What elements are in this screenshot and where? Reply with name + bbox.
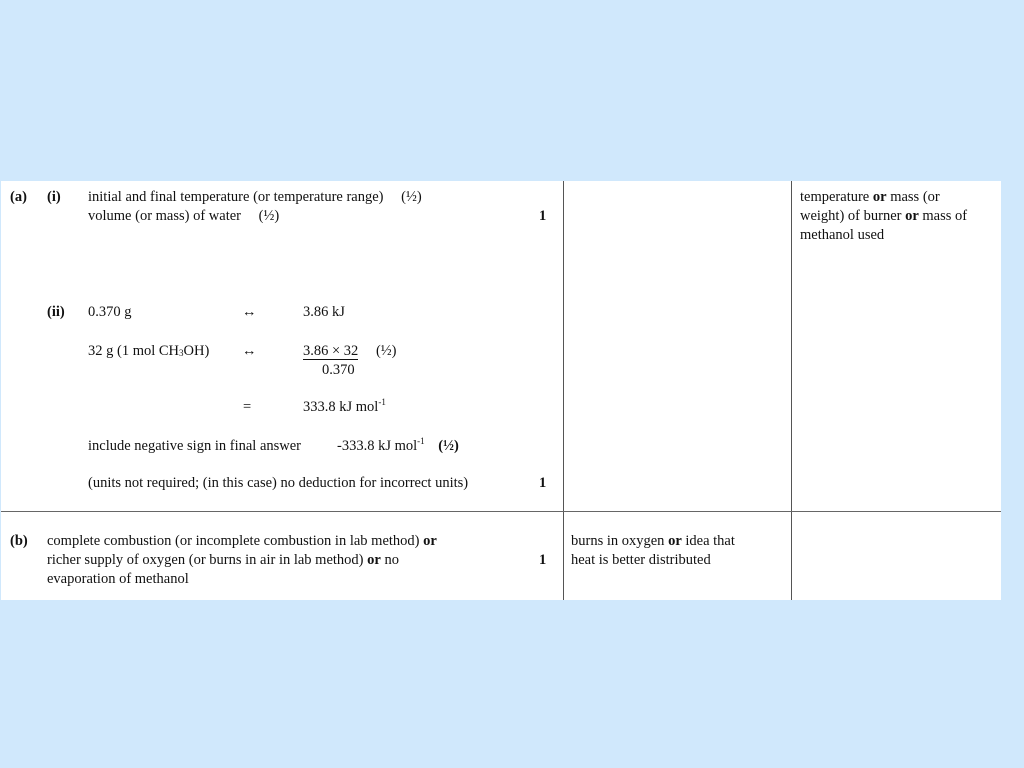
- row-divider: [1, 511, 1001, 512]
- part-a-i-label: (i): [47, 189, 61, 205]
- part-b-label: (b): [10, 533, 28, 549]
- calc-result: 333.8 kJ mol$^{-1}$: [303, 397, 386, 415]
- mark-scheme-table: [1, 181, 1001, 600]
- energy-1: 3.86 kJ: [303, 304, 345, 320]
- calc-numerator: 3.86 × 32 (½): [303, 343, 397, 359]
- part-a-i-extra-guidance: temperature or mass (or weight) of burner or mass of methanol used: [800, 189, 968, 243]
- mass-2: 32 g (1 mol $CH_3OH$): [88, 343, 210, 359]
- part-a-ii-mark: 1: [539, 475, 547, 491]
- negative-answer: -333.8 kJ mol$^{-1}$ (½): [337, 436, 459, 454]
- part-b-mark: 1: [539, 552, 547, 568]
- arrow-1: ↔: [242, 304, 257, 320]
- equals-sign: =: [243, 399, 252, 415]
- column-divider-2: [791, 181, 792, 600]
- part-a-i-line1: initial and final temperature (or temperature range) (½): [88, 189, 422, 205]
- calc-denominator: 0.370: [322, 362, 355, 378]
- arrow-2: ↔: [242, 343, 257, 359]
- part-b-accept: burns in oxygen or idea that heat is better distributed: [571, 533, 735, 568]
- column-divider-1: [563, 181, 564, 600]
- units-note: (units not required; (in this case) no deduction for incorrect units): [88, 475, 469, 491]
- negative-sign-instruction: include negative sign in final answer: [88, 438, 302, 454]
- part-b-answer: complete combustion (or incomplete combustion in lab method) or richer supply of oxygen (or burns in air in lab method) or no evaporation of methanol: [47, 533, 437, 587]
- part-a-i-line2: volume (or mass) of water (½): [88, 208, 280, 224]
- part-a-i-mark: 1: [539, 208, 547, 224]
- part-a-label: (a): [10, 189, 27, 205]
- part-a-ii-label: (ii): [47, 304, 65, 320]
- mass-1: 0.370 g: [88, 304, 132, 320]
